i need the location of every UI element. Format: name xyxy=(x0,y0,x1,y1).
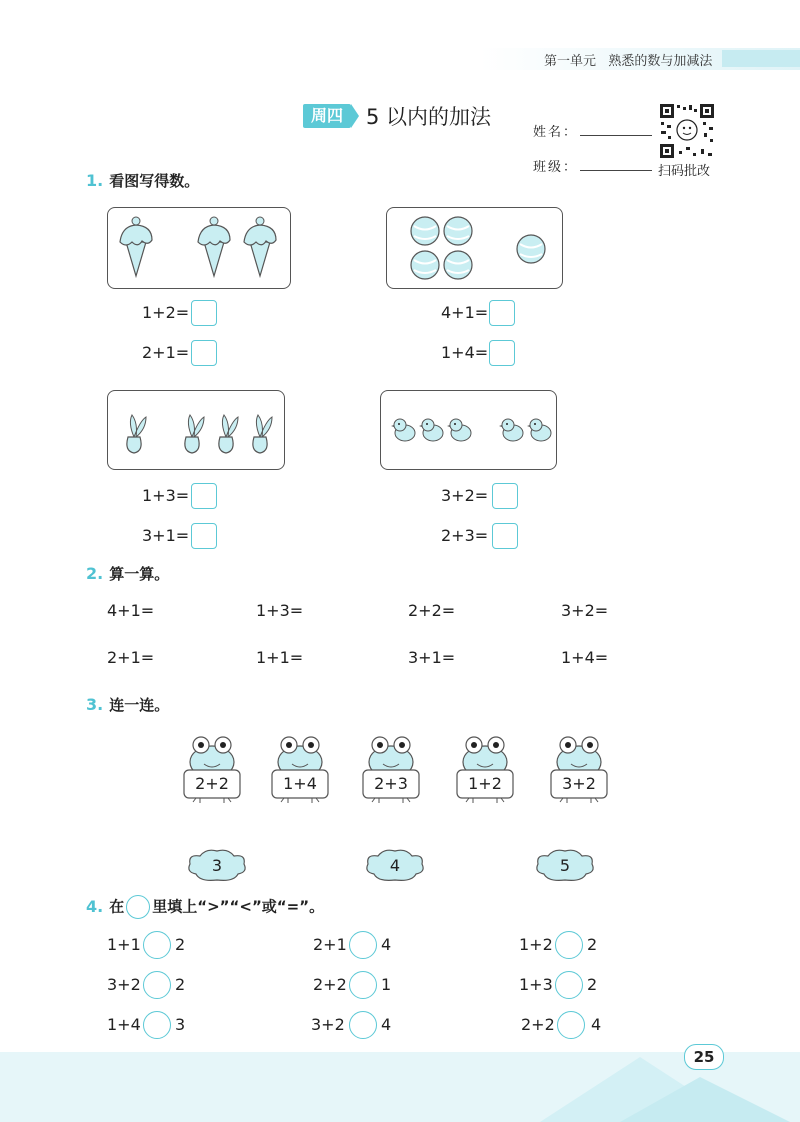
calc-item[interactable]: 3+2= xyxy=(561,601,609,620)
compare-right: 4 xyxy=(381,1015,392,1034)
ball-icon xyxy=(444,217,472,245)
section-1-title: 看图写得数。 xyxy=(109,172,200,190)
compare-circle[interactable] xyxy=(557,1011,585,1039)
ball-icon xyxy=(444,251,472,279)
frog-expression: 2+3 xyxy=(374,774,408,793)
chick-picture xyxy=(380,390,557,470)
frog-card[interactable] xyxy=(270,734,330,804)
ball-icon xyxy=(411,217,439,245)
chick-icon xyxy=(419,419,443,441)
class-label: 班级： xyxy=(533,160,579,175)
calc-item[interactable]: 1+1= xyxy=(256,648,304,667)
ice-cream-icon xyxy=(198,217,230,276)
circle-symbol-icon xyxy=(126,895,150,919)
compare-circle[interactable] xyxy=(555,931,583,959)
compare-circle[interactable] xyxy=(349,971,377,999)
chick-icon xyxy=(499,419,523,441)
section-3-title: 连一连。 xyxy=(109,696,170,714)
compare-circle[interactable] xyxy=(143,1011,171,1039)
ball-icon xyxy=(411,251,439,279)
section-1-heading xyxy=(86,170,199,191)
ice-cream-icon xyxy=(244,217,276,276)
page-number: 25 xyxy=(684,1044,724,1070)
section-2-title: 算一算。 xyxy=(109,565,170,583)
section-4-title-pre: 在 xyxy=(109,897,125,916)
unit-topic: 熟悉的数与加减法 xyxy=(608,54,713,69)
answer-box[interactable] xyxy=(489,340,515,366)
section-3-number: 3. xyxy=(86,695,104,714)
answer-box[interactable] xyxy=(191,300,217,326)
equation: 3+2= xyxy=(441,486,489,505)
calc-item[interactable]: 3+1= xyxy=(408,648,456,667)
section-4-title-post: 里填上“>”“<”或“=”。 xyxy=(152,897,325,916)
equation: 3+1= xyxy=(142,526,190,545)
ball-icon xyxy=(517,235,545,263)
calc-item[interactable]: 1+4= xyxy=(561,648,609,667)
frog-expression: 3+2 xyxy=(562,774,596,793)
section-4-number: 4. xyxy=(86,896,104,916)
calc-item[interactable]: 4+1= xyxy=(107,601,155,620)
compare-left: 2+1 xyxy=(313,935,347,954)
compare-left: 1+3 xyxy=(519,975,553,994)
day-tag: 周四 xyxy=(303,104,351,128)
section-2-heading xyxy=(86,563,169,584)
compare-circle[interactable] xyxy=(349,931,377,959)
compare-left: 1+4 xyxy=(107,1015,141,1034)
frog-expression: 1+4 xyxy=(283,774,317,793)
ice-cream-picture xyxy=(107,207,291,289)
answer-box[interactable] xyxy=(492,483,518,509)
calc-item[interactable]: 2+2= xyxy=(408,601,456,620)
answer-box[interactable] xyxy=(191,523,217,549)
compare-right: 4 xyxy=(591,1015,602,1034)
ball-picture xyxy=(386,207,563,289)
equation: 1+3= xyxy=(142,486,190,505)
cloud-number: 4 xyxy=(389,856,401,875)
day-tag-arrow xyxy=(351,104,359,128)
frog-card[interactable] xyxy=(182,734,242,804)
footer-band xyxy=(0,1052,800,1122)
chick-icon xyxy=(527,419,551,441)
unit-header xyxy=(544,50,712,69)
chick-icon xyxy=(447,419,471,441)
ice-cream-icon xyxy=(120,217,152,276)
class-field[interactable] xyxy=(580,170,652,171)
calc-item[interactable]: 2+1= xyxy=(107,648,155,667)
header-accent-box xyxy=(722,50,800,67)
section-4-heading xyxy=(86,895,324,919)
compare-circle[interactable] xyxy=(143,971,171,999)
frog-card[interactable] xyxy=(455,734,515,804)
compare-circle[interactable] xyxy=(555,971,583,999)
name-label: 姓名： xyxy=(533,125,579,140)
frog-card[interactable] xyxy=(549,734,609,804)
cloud-card[interactable] xyxy=(534,846,596,884)
unit-name: 第一单元 xyxy=(544,54,597,69)
calc-item[interactable]: 1+3= xyxy=(256,601,304,620)
radish-icon xyxy=(127,415,146,453)
compare-right: 2 xyxy=(175,935,186,954)
compare-right: 2 xyxy=(587,935,598,954)
answer-box[interactable] xyxy=(191,483,217,509)
radish-icon xyxy=(253,415,272,453)
chick-icon xyxy=(391,419,415,441)
compare-left: 2+2 xyxy=(313,975,347,994)
equation: 1+4= xyxy=(441,343,489,362)
cloud-card[interactable] xyxy=(364,846,426,884)
section-1-number: 1. xyxy=(86,171,104,190)
equation: 4+1= xyxy=(441,303,489,322)
cloud-card[interactable] xyxy=(186,846,248,884)
section-3-heading xyxy=(86,694,169,715)
compare-left: 3+2 xyxy=(311,1015,345,1034)
compare-right: 2 xyxy=(175,975,186,994)
frog-expression: 2+2 xyxy=(195,774,229,793)
compare-right: 3 xyxy=(175,1015,186,1034)
answer-box[interactable] xyxy=(492,523,518,549)
compare-left: 2+2 xyxy=(521,1015,555,1034)
name-field[interactable] xyxy=(580,135,652,136)
compare-left: 1+2 xyxy=(519,935,553,954)
equation: 1+2= xyxy=(142,303,190,322)
answer-box[interactable] xyxy=(489,300,515,326)
equation: 2+3= xyxy=(441,526,489,545)
qr-caption: 扫码批改 xyxy=(658,164,711,179)
page-title: 5 以内的加法 xyxy=(366,105,492,129)
compare-right: 4 xyxy=(381,935,392,954)
compare-left: 3+2 xyxy=(107,975,141,994)
cloud-number: 5 xyxy=(559,856,571,875)
radish-icon xyxy=(219,415,238,453)
qr-code-icon[interactable] xyxy=(659,103,715,159)
compare-right: 2 xyxy=(587,975,598,994)
compare-circle[interactable] xyxy=(143,931,171,959)
answer-box[interactable] xyxy=(191,340,217,366)
frog-expression: 1+2 xyxy=(468,774,502,793)
cloud-number: 3 xyxy=(211,856,223,875)
section-2-number: 2. xyxy=(86,564,104,583)
compare-circle[interactable] xyxy=(349,1011,377,1039)
radish-icon xyxy=(185,415,204,453)
frog-card[interactable] xyxy=(361,734,421,804)
radish-picture xyxy=(107,390,285,470)
compare-left: 1+1 xyxy=(107,935,141,954)
compare-right: 1 xyxy=(381,975,392,994)
equation: 2+1= xyxy=(142,343,190,362)
